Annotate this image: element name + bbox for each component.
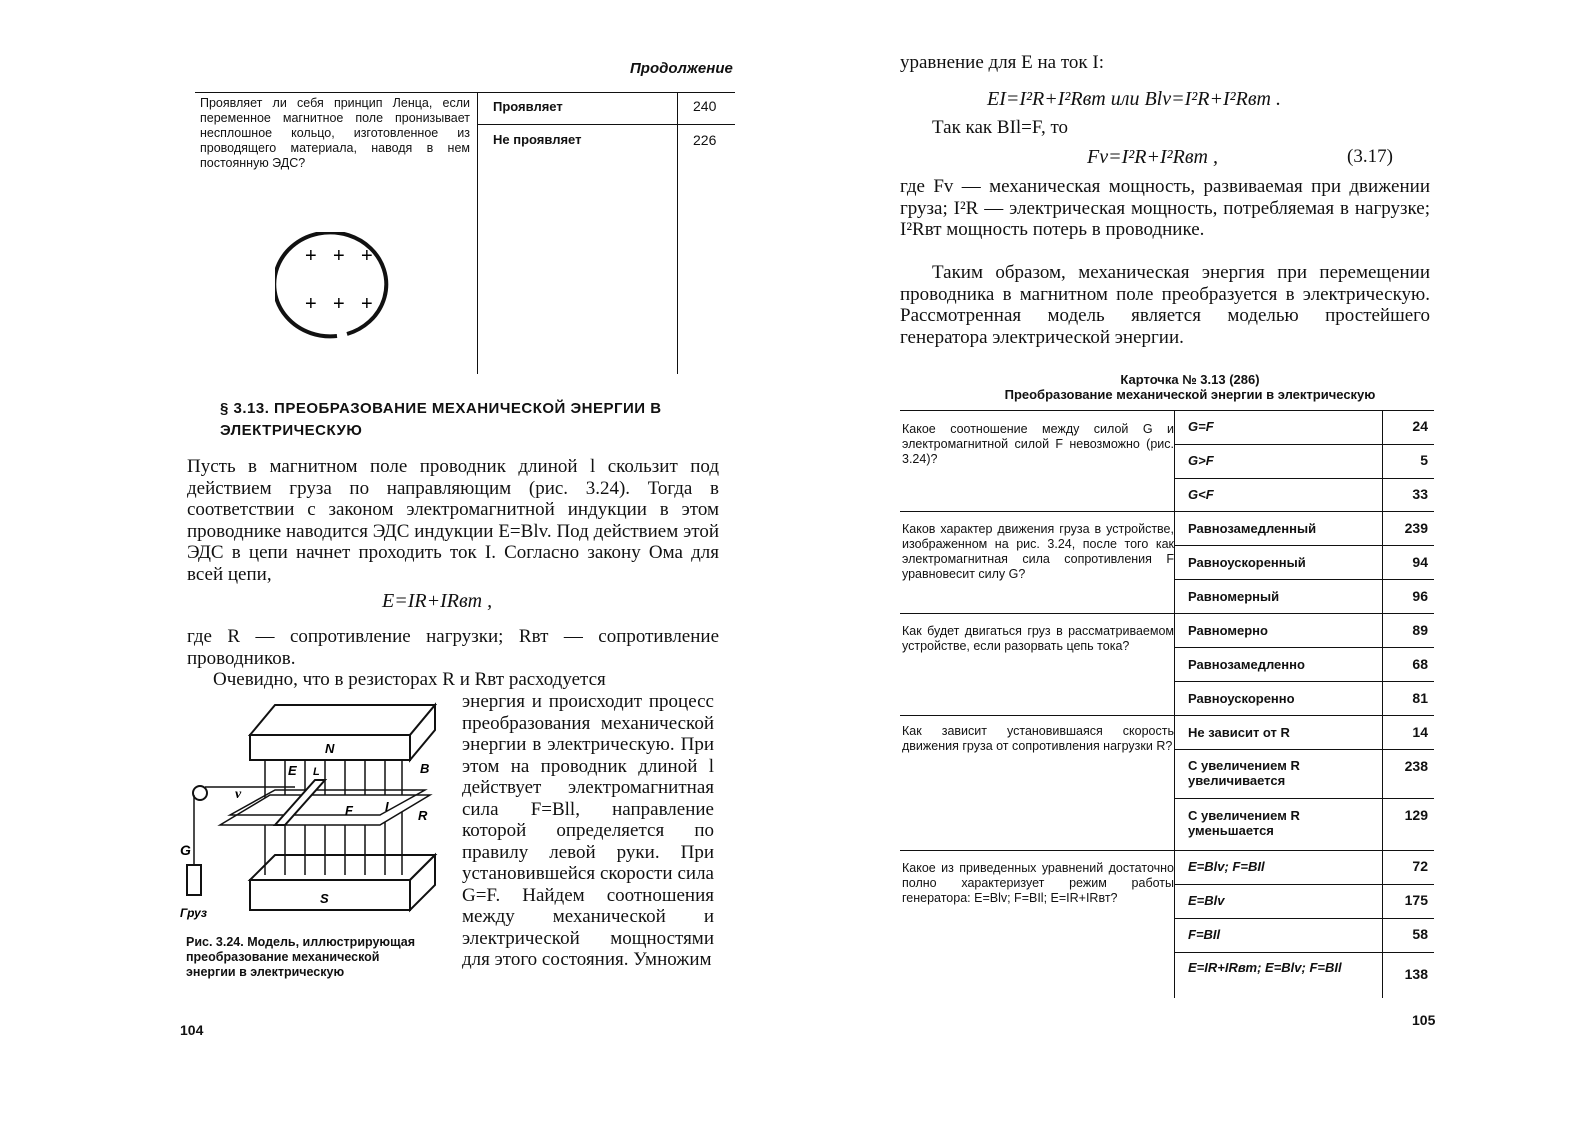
card-question: Проявляет ли себя принцип Ленца, если переменное магнитное поле пронизывает несплошное кольцо, изготовленное из проводящего материала, наводя в нем постоянную ЭДС? xyxy=(200,96,470,170)
ring-plus: + xyxy=(333,245,345,267)
q3-code-3: 81 xyxy=(1412,690,1428,706)
row-line xyxy=(1174,444,1434,445)
paragraph-conclusion: Таким образом, механическая энергия при перемещении проводника в магнитном поле преобразуется в электрическую. Рассмотренная модель является моделью простейшего генератора электрической энергии. xyxy=(900,262,1430,348)
group-line xyxy=(900,850,1434,851)
formula-power-1: EI=I²R+I²Rвт или Blv=I²R+I²Rвт . xyxy=(987,88,1281,110)
q4-code-2: 238 xyxy=(1404,758,1428,774)
q5-code-3: 58 xyxy=(1412,926,1428,942)
label-f: F xyxy=(345,803,353,818)
card-subtitle: Преобразование механической энергии в электрическую xyxy=(1004,387,1376,402)
label-n: N xyxy=(325,741,335,756)
question-card-continued xyxy=(195,92,735,378)
q5-code-4: 138 xyxy=(1404,966,1428,982)
row-line xyxy=(1174,749,1434,750)
q2-answer-2: Равноускоренный xyxy=(1188,555,1306,570)
group-line xyxy=(900,715,1434,716)
q5-code-2: 175 xyxy=(1404,892,1428,908)
q4-code-3: 129 xyxy=(1404,807,1428,823)
q1-answer-3: G<F xyxy=(1188,487,1214,502)
row-line xyxy=(1174,647,1434,648)
load-weight xyxy=(187,865,201,895)
paragraph-power: где Fv — механическая мощность, развиваемая при движении груза; I²R — электрическая мощность, потребляемая в нагрузке; I²Rвт мощность потерь в проводнике. xyxy=(900,176,1430,240)
label-r: R xyxy=(418,808,428,823)
q2-code-2: 94 xyxy=(1412,554,1428,570)
group-line xyxy=(900,613,1434,614)
card-column-divider xyxy=(1174,410,1175,998)
q3-code-1: 89 xyxy=(1412,622,1428,638)
card-row-divider xyxy=(477,124,735,125)
label-v: v xyxy=(235,787,242,802)
q1-answer-1: G=F xyxy=(1188,419,1214,434)
q4-answer-2: С увеличением R увеличивается xyxy=(1188,758,1300,788)
q4-answer-3: С увеличением R уменьшается xyxy=(1188,808,1300,838)
paragraph-3-side: энергия и происходит процесс преобразования механической энергии в электрическую. При этом на проводник длиной l действует электромагнитная сила F=Bll, направление которой определяется по правилу левой руки. При установившейся скорости сила G=F. Найдем соотношения между механической и электрической мощностями для этого состояния. Умножим xyxy=(462,691,714,970)
q4-answer-1: Не зависит от R xyxy=(1188,725,1290,740)
label-g: G xyxy=(180,842,191,858)
card-top-border xyxy=(900,410,1434,411)
row-line xyxy=(1174,478,1434,479)
q1-code-2: 5 xyxy=(1420,452,1428,468)
ring-plus: + xyxy=(361,245,373,267)
question-4: Как зависит установившаяся скорость движения груза от сопротивления нагрузки R? xyxy=(902,724,1174,753)
row-line xyxy=(1174,918,1434,919)
formula-3-17: Fv=I²R+I²Rвт , xyxy=(1087,146,1218,168)
card-code-2: 226 xyxy=(693,132,717,148)
question-5: Какое из приведенных уравнений достаточно полно характеризует режим работы генератора: E=Blv; F=BIl; E=IR+IRвт? xyxy=(902,861,1174,905)
card-answer-1: Проявляет xyxy=(493,99,563,114)
page-number-left: 104 xyxy=(180,1022,204,1038)
paragraph-2: где R — сопротивление нагрузки; Rвт — сопротивление проводников. xyxy=(187,626,719,669)
q3-code-2: 68 xyxy=(1412,656,1428,672)
pulley xyxy=(193,786,207,800)
q2-code-3: 96 xyxy=(1412,588,1428,604)
q2-answer-3: Равномерный xyxy=(1188,589,1280,604)
q1-answer-2: G>F xyxy=(1188,453,1214,468)
row-line xyxy=(1174,681,1434,682)
q5-answer-2: E=Blv xyxy=(1188,893,1225,908)
q1-code-1: 24 xyxy=(1412,418,1428,434)
magnet-s-top xyxy=(250,855,435,880)
formula-ohm: E=IR+IRвт , xyxy=(382,590,493,612)
line-1: уравнение для E на ток I: xyxy=(900,52,1105,73)
question-card-3-13 xyxy=(900,410,1434,1000)
figure-caption: Рис. 3.24. Модель, иллюстрирующая преобразование механической энергии в электрическую xyxy=(186,935,416,979)
q4-code-1: 14 xyxy=(1412,724,1428,740)
row-line xyxy=(1174,545,1434,546)
row-line xyxy=(1174,952,1434,953)
split-ring-diagram xyxy=(275,232,395,342)
q5-answer-3: F=BIl xyxy=(1188,927,1221,942)
card-code-divider-2 xyxy=(677,124,678,374)
ring-plus: + xyxy=(361,293,373,315)
card-code-divider xyxy=(677,92,678,126)
label-e: E xyxy=(288,763,297,778)
card-number: Карточка № 3.13 (286) xyxy=(1120,372,1260,387)
row-line xyxy=(1174,884,1434,885)
continuation-label: Продолжение xyxy=(630,60,733,77)
card-title xyxy=(940,372,1440,402)
card-code-1: 240 xyxy=(693,98,717,114)
ring-plus: + xyxy=(305,293,317,315)
q2-code-1: 239 xyxy=(1404,520,1428,536)
section-title: § 3.13. ПРЕОБРАЗОВАНИЕ МЕХАНИЧЕСКОЙ ЭНЕРГИИ В ЭЛЕКТРИЧЕСКУЮ xyxy=(220,400,662,439)
right-page xyxy=(792,0,1584,1134)
magnet-s-front xyxy=(250,880,410,910)
label-l: L xyxy=(313,766,320,778)
card-answer-2: Не проявляет xyxy=(493,132,582,147)
q5-answer-4: E=IR+IRвт; E=Blv; F=BIl xyxy=(1188,960,1342,975)
q3-answer-3: Равноускоренно xyxy=(1188,691,1295,706)
q5-answer-1: E=Blv; F=BIl xyxy=(1188,859,1265,874)
rails xyxy=(220,795,430,825)
formula-number: (3.17) xyxy=(1347,146,1393,167)
page-number-right: 105 xyxy=(1412,1012,1436,1028)
line-2: Так как BIl=F, то xyxy=(932,117,1068,138)
q2-answer-1: Равнозамедленный xyxy=(1188,521,1317,536)
generator-model-figure xyxy=(180,695,440,930)
question-1: Какое соотношение между силой G и электромагнитной силой F невозможно (рис. 3.24)? xyxy=(902,422,1174,466)
q5-code-1: 72 xyxy=(1412,858,1428,874)
ring-plus: + xyxy=(333,293,345,315)
label-b: B xyxy=(420,761,430,776)
card-column-divider xyxy=(477,92,478,374)
row-line xyxy=(1174,579,1434,580)
paragraph-1: Пусть в магнитном поле проводник длиной l скользит под действием груза по направляющим (рис. 3.24). Тогда в соответствии с законом электромагнитной индукции в этом проводнике наводится ЭДС индукции E=Blv. Под действием этой ЭДС в цепи начнет проходить ток I. Согласно закону Ома для всей цепи, xyxy=(187,456,719,585)
magnet-n-top xyxy=(250,705,435,735)
card-top-border xyxy=(195,92,735,93)
q1-code-3: 33 xyxy=(1412,486,1428,502)
row-line xyxy=(1174,798,1434,799)
label-load: Груз xyxy=(180,906,208,920)
card-code-divider xyxy=(1382,410,1383,998)
ring-plus: + xyxy=(305,245,317,267)
q3-answer-1: Равномерно xyxy=(1188,623,1268,638)
group-line xyxy=(900,511,1434,512)
paragraph-3-first-line: Очевидно, что в резисторах R и Rвт расходуется xyxy=(213,669,606,690)
q3-answer-2: Равнозамедленно xyxy=(1188,657,1305,672)
label-s: S xyxy=(320,891,329,906)
label-i: I xyxy=(385,799,389,814)
question-3: Как будет двигаться груз в рассматриваемом устройстве, если разорвать цепь тока? xyxy=(902,624,1174,653)
question-2: Каков характер движения груза в устройстве, изображенном на рис. 3.24, после того как электромагнитная сила сопротивления F уравновесит силу G? xyxy=(902,522,1174,581)
